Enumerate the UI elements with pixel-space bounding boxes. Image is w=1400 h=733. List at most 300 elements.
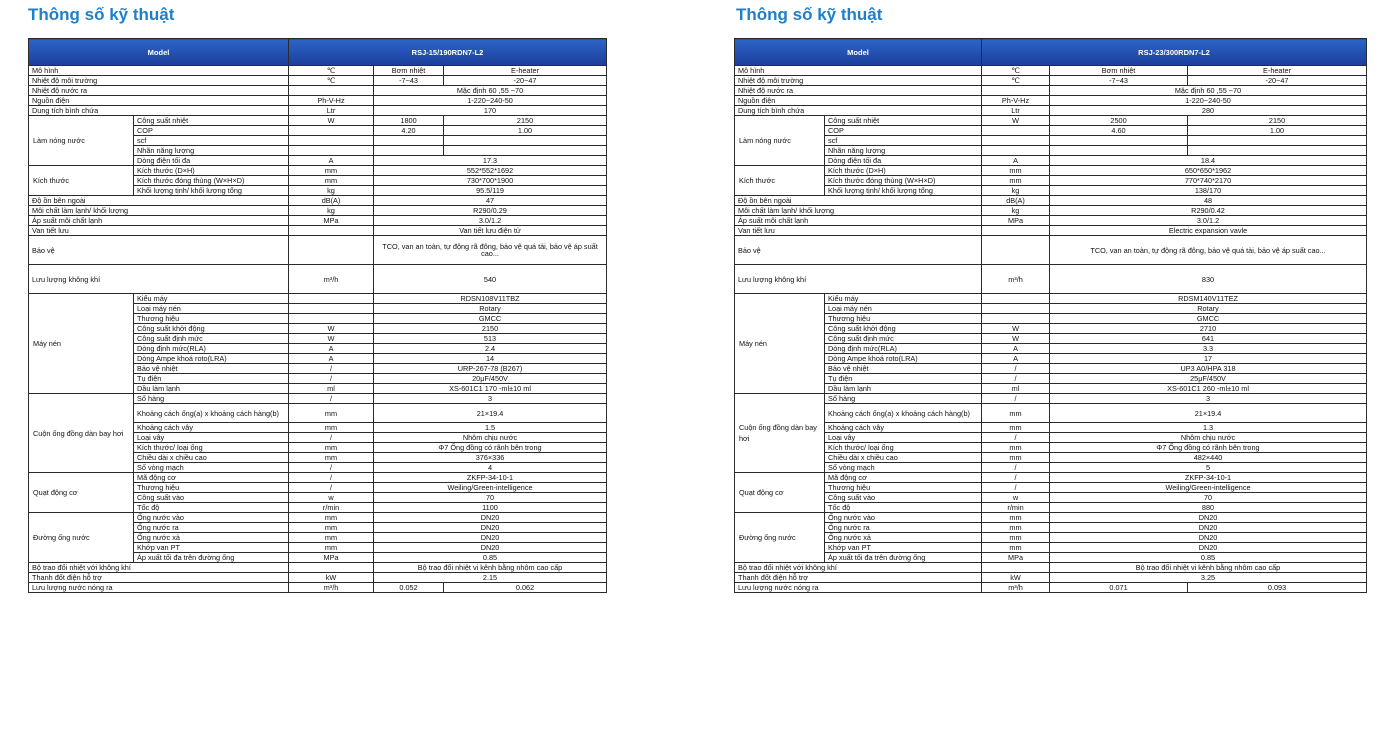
spec-unit: ℃ xyxy=(982,66,1050,76)
spec-unit: MPa xyxy=(289,553,374,563)
spec-group-label: Làm nóng nước xyxy=(735,116,825,166)
spec-sub-label: Khoảng cách vây xyxy=(825,423,982,433)
spec-value: R290/0.42 xyxy=(1050,206,1367,216)
spec-sub-label: Tốc độ xyxy=(134,503,289,513)
spec-sub-label: Áp xuất tối đa trên đường ống xyxy=(134,553,289,563)
spec-row xyxy=(735,304,1367,314)
spec-value: 770*740*2170 xyxy=(1050,176,1367,186)
spec-value: 1.3 xyxy=(1050,423,1367,433)
spec-unit: / xyxy=(289,374,374,384)
spec-unit: mm xyxy=(289,523,374,533)
page-title-right: Thông số kỹ thuật xyxy=(736,5,883,24)
spec-label: Lưu lượng nước nóng ra xyxy=(735,583,982,593)
spec-row xyxy=(735,324,1367,334)
spec-value: 70 xyxy=(374,493,607,503)
spec-sub-label: COP xyxy=(134,126,289,136)
spec-row xyxy=(29,66,607,76)
spec-row xyxy=(29,166,607,176)
spec-row xyxy=(735,106,1367,116)
spec-sub-label: Số hàng xyxy=(825,394,982,404)
spec-unit: A xyxy=(289,344,374,354)
spec-sub-label: Khớp van PT xyxy=(825,543,982,553)
spec-value: 47 xyxy=(374,196,607,206)
spec-sub-label: Kích thước/ loại ống xyxy=(825,443,982,453)
spec-unit xyxy=(289,126,374,136)
spec-value-eheater: 0.062 xyxy=(444,583,607,593)
spec-sub-label: Dòng định mức(RLA) xyxy=(134,344,289,354)
spec-group-label: Cuộn ống đồng dàn bay hơi xyxy=(735,394,825,473)
spec-unit: W xyxy=(289,334,374,344)
spec-value: DN20 xyxy=(1050,513,1367,523)
spec-value: DN20 xyxy=(1050,533,1367,543)
spec-row-airflow xyxy=(735,265,1367,294)
spec-body-left xyxy=(29,66,607,593)
spec-row xyxy=(735,483,1367,493)
spec-value: 3.0/1.2 xyxy=(374,216,607,226)
spec-row xyxy=(735,166,1367,176)
spec-unit: A xyxy=(982,156,1050,166)
spec-row xyxy=(29,76,607,86)
spec-sub-label: Công suất khởi động xyxy=(825,324,982,334)
spec-row xyxy=(735,314,1367,324)
spec-row xyxy=(29,573,607,583)
spec-value-heatpump xyxy=(1050,136,1188,146)
spec-value-eheater: E-heater xyxy=(1188,66,1367,76)
spec-unit: mm xyxy=(289,513,374,523)
spec-row xyxy=(735,523,1367,533)
spec-row xyxy=(29,206,607,216)
spec-unit: / xyxy=(289,394,374,404)
spec-unit xyxy=(289,314,374,324)
spec-value-heatpump: -7~43 xyxy=(1050,76,1188,86)
spec-sub-label: Loại máy nén xyxy=(134,304,289,314)
spec-body-right xyxy=(735,66,1367,593)
spec-row xyxy=(29,513,607,523)
spec-unit: mm xyxy=(982,543,1050,553)
spec-value: 650*650*1962 xyxy=(1050,166,1367,176)
spec-unit: mm xyxy=(982,176,1050,186)
spec-unit: ℃ xyxy=(289,76,374,86)
spec-label: Nhiệt độ nước ra xyxy=(29,86,289,96)
spec-value: GMCC xyxy=(374,314,607,324)
spec-label: Áp suất môi chất lạnh xyxy=(735,216,982,226)
spec-group-label: Quạt động cơ xyxy=(29,473,134,513)
spec-value: 376×336 xyxy=(374,453,607,463)
spec-row xyxy=(735,563,1367,573)
spec-sub-label: Ống nước ra xyxy=(825,523,982,533)
spec-group-label: Đường ống nước xyxy=(29,513,134,563)
spec-sub-label: Dòng Ampe khoá roto(LRA) xyxy=(134,354,289,364)
spec-label: Mô hình xyxy=(735,66,982,76)
spec-unit: Ltr xyxy=(982,106,1050,116)
spec-value: Mặc định 60 ,55 ~70 xyxy=(374,86,607,96)
spec-sub-label: Dòng điện tối đa xyxy=(134,156,289,166)
spec-sub-label: Kích thước (D×H) xyxy=(134,166,289,176)
spec-unit: A xyxy=(289,354,374,364)
spec-sub-label: Số hàng xyxy=(134,394,289,404)
spec-value-heatpump: -7~43 xyxy=(374,76,444,86)
spec-row xyxy=(735,196,1367,206)
spec-sub-label: Công suất nhiệt xyxy=(134,116,289,126)
spec-value: 48 xyxy=(1050,196,1367,206)
spec-row xyxy=(735,463,1367,473)
spec-value: 540 xyxy=(374,265,607,294)
spec-unit: W xyxy=(982,116,1050,126)
spec-value: 2.4 xyxy=(374,344,607,354)
spec-group-label: Máy nén xyxy=(29,294,134,394)
spec-unit xyxy=(982,236,1050,265)
spec-unit: / xyxy=(982,483,1050,493)
spec-row xyxy=(29,294,607,304)
spec-value: 70 xyxy=(1050,493,1367,503)
spec-row xyxy=(735,493,1367,503)
spec-value: 20μF/450V xyxy=(374,374,607,384)
spec-group-label: Kích thước xyxy=(29,166,134,196)
spec-unit: kg xyxy=(289,186,374,196)
spec-row xyxy=(735,206,1367,216)
spec-label: Nhiệt độ môi trường xyxy=(29,76,289,86)
spec-unit: MPa xyxy=(982,216,1050,226)
spec-unit: r/min xyxy=(982,503,1050,513)
spec-row xyxy=(735,136,1367,146)
spec-unit: m³/h xyxy=(982,583,1050,593)
spec-sub-label: Kích thước đóng thùng (W×H×D) xyxy=(134,176,289,186)
spec-header-right xyxy=(735,39,1367,66)
spec-value: 5 xyxy=(1050,463,1367,473)
spec-value: 1100 xyxy=(374,503,607,513)
model-label: Model xyxy=(29,39,289,66)
spec-row xyxy=(29,583,607,593)
spec-sub-label: Khối lượng tịnh/ khối lượng tổng xyxy=(134,186,289,196)
spec-sub-label: Nhãn năng lượng xyxy=(825,146,982,156)
spec-table-right xyxy=(734,38,1367,593)
spec-sub-label: Tốc độ xyxy=(825,503,982,513)
spec-label: Lưu lượng không khí xyxy=(735,265,982,294)
spec-unit: mm xyxy=(289,543,374,553)
spec-sub-label: Công suất định mức xyxy=(825,334,982,344)
model-value: RSJ-15/190RDN7-L2 xyxy=(289,39,607,66)
spec-value-eheater: 0.093 xyxy=(1188,583,1367,593)
spec-label: Nhiệt độ nước ra xyxy=(735,86,982,96)
spec-sub-label: Khớp van PT xyxy=(134,543,289,553)
spec-label: Van tiết lưu xyxy=(735,226,982,236)
spec-value-heatpump: 0.071 xyxy=(1050,583,1188,593)
spec-sub-label: Thương hiệu xyxy=(134,314,289,324)
spec-sub-label: Dòng định mức(RLA) xyxy=(825,344,982,354)
spec-row xyxy=(735,76,1367,86)
spec-value: 25μF/450V xyxy=(1050,374,1367,384)
spec-label: Thanh đốt điện hỗ trợ xyxy=(29,573,289,583)
spec-unit: mm xyxy=(982,166,1050,176)
spec-unit xyxy=(289,136,374,146)
spec-unit xyxy=(289,146,374,156)
spec-unit: / xyxy=(289,463,374,473)
spec-row xyxy=(29,394,607,404)
spec-unit: dB(A) xyxy=(982,196,1050,206)
spec-sub-label: Ống nước xả xyxy=(825,533,982,543)
spec-unit: / xyxy=(982,374,1050,384)
spec-unit: MPa xyxy=(289,216,374,226)
spec-value-heatpump: 2500 xyxy=(1050,116,1188,126)
spec-unit: dB(A) xyxy=(289,196,374,206)
spec-unit: A xyxy=(289,156,374,166)
spec-row-protection xyxy=(735,236,1367,265)
spec-value: Weiling/Green-intelligence xyxy=(1050,483,1367,493)
spec-value-heatpump xyxy=(374,146,444,156)
spec-unit xyxy=(982,146,1050,156)
spec-label: Áp suất môi chất lạnh xyxy=(29,216,289,226)
spec-row xyxy=(735,533,1367,543)
spec-label: Dung tích bình chứa xyxy=(29,106,289,116)
spec-value: Van tiết lưu điện tử xyxy=(374,226,607,236)
spec-sub-label: Ống nước vào xyxy=(134,513,289,523)
spec-row-airflow xyxy=(29,265,607,294)
spec-value: 513 xyxy=(374,334,607,344)
spec-sub-label: scf xyxy=(134,136,289,146)
spec-row xyxy=(735,433,1367,443)
spec-unit xyxy=(982,294,1050,304)
spec-unit: mm xyxy=(982,523,1050,533)
spec-sub-label: Mã động cơ xyxy=(134,473,289,483)
spec-unit: m³/h xyxy=(289,265,374,294)
spec-value-eheater xyxy=(444,146,607,156)
spec-value: 0.85 xyxy=(374,553,607,563)
spec-row xyxy=(29,86,607,96)
spec-sub-label: Công suất vào xyxy=(134,493,289,503)
spec-group-label: Đường ống nước xyxy=(735,513,825,563)
spec-label: Bảo vệ xyxy=(735,236,982,265)
spec-sub-label: Tụ điện xyxy=(134,374,289,384)
spec-unit: mm xyxy=(289,533,374,543)
spec-row xyxy=(29,473,607,483)
spec-value-heatpump: 0.052 xyxy=(374,583,444,593)
spec-row xyxy=(735,513,1367,523)
spec-row xyxy=(735,583,1367,593)
spec-value: UP3 A0/HPA 318 xyxy=(1050,364,1367,374)
spec-value: Φ7 Ống đồng có rãnh bên trong xyxy=(374,443,607,453)
spec-label: Độ ồn bên ngoài xyxy=(735,196,982,206)
spec-value-eheater xyxy=(444,136,607,146)
spec-unit: r/min xyxy=(289,503,374,513)
spec-unit xyxy=(289,294,374,304)
spec-value: Mặc định 60 ,55 ~70 xyxy=(1050,86,1367,96)
spec-value-heatpump: 4.60 xyxy=(1050,126,1188,136)
spec-value: XS-601C1 260 -ml±10 ml xyxy=(1050,384,1367,394)
spec-value: TCO, van an toàn, tự động rã đông, bảo vệ quá tải, bảo vệ áp suất cao... xyxy=(374,236,607,265)
spec-unit: Ph-V-Hz xyxy=(289,96,374,106)
spec-value: Φ7 Ống đồng có rãnh bên trong xyxy=(1050,443,1367,453)
spec-row xyxy=(735,146,1367,156)
spec-sub-label: Ống nước xả xyxy=(134,533,289,543)
spec-value-eheater: 1.00 xyxy=(444,126,607,136)
spec-value: DN20 xyxy=(1050,543,1367,553)
spec-value: DN20 xyxy=(374,533,607,543)
spec-sub-label: Công suất định mức xyxy=(134,334,289,344)
spec-value: Bộ trao đổi nhiệt vi kênh bằng nhôm cao cấp xyxy=(374,563,607,573)
spec-unit: W xyxy=(982,324,1050,334)
spec-value-heatpump xyxy=(1050,146,1188,156)
spec-unit: W xyxy=(289,116,374,126)
spec-unit: ℃ xyxy=(289,66,374,76)
spec-value: 1-220~240-50 xyxy=(1050,96,1367,106)
spec-header-left xyxy=(29,39,607,66)
spec-value: 1-220~240-50 xyxy=(374,96,607,106)
spec-unit: / xyxy=(982,364,1050,374)
spec-unit: kg xyxy=(289,206,374,216)
spec-row xyxy=(735,553,1367,563)
spec-unit xyxy=(982,226,1050,236)
spec-value: 1.5 xyxy=(374,423,607,433)
spec-row xyxy=(735,334,1367,344)
page-title-left: Thông số kỹ thuật xyxy=(28,5,175,24)
spec-value: GMCC xyxy=(1050,314,1367,324)
spec-row xyxy=(735,116,1367,126)
spec-label: Thanh đốt điện hỗ trợ xyxy=(735,573,982,583)
spec-unit: w xyxy=(289,493,374,503)
spec-sub-label: Thương hiệu xyxy=(134,483,289,493)
spec-value: Rotary xyxy=(1050,304,1367,314)
spec-value-eheater xyxy=(1188,146,1367,156)
spec-row xyxy=(735,364,1367,374)
spec-unit: / xyxy=(289,433,374,443)
spec-unit: / xyxy=(289,483,374,493)
spec-row xyxy=(735,453,1367,463)
spec-row xyxy=(735,423,1367,433)
spec-value-eheater: 1.00 xyxy=(1188,126,1367,136)
spec-sub-label: Khoảng cách ống(a) x khoảng cách hàng(b) xyxy=(825,404,982,423)
spec-value-eheater: 2150 xyxy=(1188,116,1367,126)
spec-row xyxy=(735,354,1367,364)
spec-unit: kW xyxy=(289,573,374,583)
spec-value: 641 xyxy=(1050,334,1367,344)
spec-unit: kg xyxy=(982,206,1050,216)
spec-value: 14 xyxy=(374,354,607,364)
spec-sub-label: Nhãn năng lượng xyxy=(134,146,289,156)
spec-row xyxy=(735,344,1367,354)
spec-unit: / xyxy=(982,433,1050,443)
spec-row xyxy=(735,573,1367,583)
spec-unit: m³/h xyxy=(289,583,374,593)
spec-unit: Ph-V-Hz xyxy=(982,96,1050,106)
spec-unit xyxy=(982,304,1050,314)
spec-value: 2150 xyxy=(374,324,607,334)
spec-sub-label: Khoảng cách vây xyxy=(134,423,289,433)
spec-sub-label: Công suất khởi động xyxy=(134,324,289,334)
spec-sub-label: Dầu làm lạnh xyxy=(825,384,982,394)
spec-label: Mô hình xyxy=(29,66,289,76)
spec-value: Nhôm chịu nước xyxy=(1050,433,1367,443)
spec-row xyxy=(735,226,1367,236)
spec-unit xyxy=(982,314,1050,324)
spec-value: DN20 xyxy=(374,513,607,523)
spec-row xyxy=(29,96,607,106)
spec-value: DN20 xyxy=(374,523,607,533)
spec-value-eheater: 2150 xyxy=(444,116,607,126)
spec-row xyxy=(29,106,607,116)
spec-value: RDSN108V11TBZ xyxy=(374,294,607,304)
spec-unit: m³/h xyxy=(982,265,1050,294)
spec-row xyxy=(29,196,607,206)
spec-sub-label: Kích thước (D×H) xyxy=(825,166,982,176)
spec-value: Nhôm chịu nước xyxy=(374,433,607,443)
spec-unit: mm xyxy=(982,513,1050,523)
spec-value: Electric expansion vavle xyxy=(1050,226,1367,236)
spec-row xyxy=(735,216,1367,226)
spec-value: 2710 xyxy=(1050,324,1367,334)
spec-label: Van tiết lưu xyxy=(29,226,289,236)
spec-sub-label: Loại vây xyxy=(134,433,289,443)
spec-sub-label: Dòng điện tối đa xyxy=(825,156,982,166)
spec-row xyxy=(735,384,1367,394)
spec-sub-label: Kích thước/ loại ống xyxy=(134,443,289,453)
spec-sub-label: Kích thước đóng thùng (W×H×D) xyxy=(825,176,982,186)
spec-unit xyxy=(982,136,1050,146)
spec-value-eheater: -20~47 xyxy=(1188,76,1367,86)
spec-row xyxy=(735,374,1367,384)
spec-value-eheater: -20~47 xyxy=(444,76,607,86)
spec-unit: Ltr xyxy=(289,106,374,116)
spec-unit: / xyxy=(982,473,1050,483)
spec-value: 880 xyxy=(1050,503,1367,513)
spec-sub-label: Số vòng mạch xyxy=(825,463,982,473)
spec-value-eheater: E-heater xyxy=(444,66,607,76)
spec-sub-label: Loại máy nén xyxy=(825,304,982,314)
spec-unit: ml xyxy=(982,384,1050,394)
spec-label: Môi chất làm lạnh/ khối lượng xyxy=(735,206,982,216)
spec-value: 280 xyxy=(1050,106,1367,116)
spec-sub-label: scf xyxy=(825,136,982,146)
spec-row xyxy=(735,404,1367,423)
spec-value: 3.25 xyxy=(1050,573,1367,583)
spec-value-heatpump: 1800 xyxy=(374,116,444,126)
spec-unit: mm xyxy=(289,443,374,453)
spec-sub-label: Loại vây xyxy=(825,433,982,443)
spec-label: Độ ồn bên ngoài xyxy=(29,196,289,206)
spec-sub-label: Bảo vệ nhiệt xyxy=(825,364,982,374)
spec-value: 0.85 xyxy=(1050,553,1367,563)
spec-value-heatpump: Bơm nhiệt xyxy=(1050,66,1188,76)
spec-unit: kW xyxy=(982,573,1050,583)
spec-unit: / xyxy=(982,394,1050,404)
spec-value: DN20 xyxy=(1050,523,1367,533)
spec-sub-label: Thương hiệu xyxy=(825,483,982,493)
spec-unit: mm xyxy=(289,453,374,463)
spec-unit: / xyxy=(289,364,374,374)
spec-sub-label: Số vòng mạch xyxy=(134,463,289,473)
spec-sub-label: Tụ điện xyxy=(825,374,982,384)
spec-value: 18.4 xyxy=(1050,156,1367,166)
spec-value: TCO, van an toàn, tự động rã đông, bảo vệ quá tải, bảo vệ áp suất cao... xyxy=(1050,236,1367,265)
model-value: RSJ-23/300RDN7-L2 xyxy=(982,39,1367,66)
spec-label: Nguồn điện xyxy=(29,96,289,106)
spec-value: Bộ trao đổi nhiệt vi kênh bằng nhôm cao cấp xyxy=(1050,563,1367,573)
spec-row xyxy=(29,116,607,126)
spec-value: 830 xyxy=(1050,265,1367,294)
spec-label: Lưu lượng không khí xyxy=(29,265,289,294)
spec-row xyxy=(735,176,1367,186)
spec-sub-label: Áp xuất tối đa trên đường ống xyxy=(825,553,982,563)
spec-unit xyxy=(289,86,374,96)
spec-unit xyxy=(982,126,1050,136)
spec-row xyxy=(735,86,1367,96)
spec-value: DN20 xyxy=(374,543,607,553)
spec-unit: mm xyxy=(982,453,1050,463)
spec-sub-label: Dầu làm lạnh xyxy=(134,384,289,394)
spec-table-left xyxy=(28,38,607,593)
spec-unit: A xyxy=(982,354,1050,364)
spec-unit xyxy=(982,86,1050,96)
spec-unit: mm xyxy=(982,443,1050,453)
